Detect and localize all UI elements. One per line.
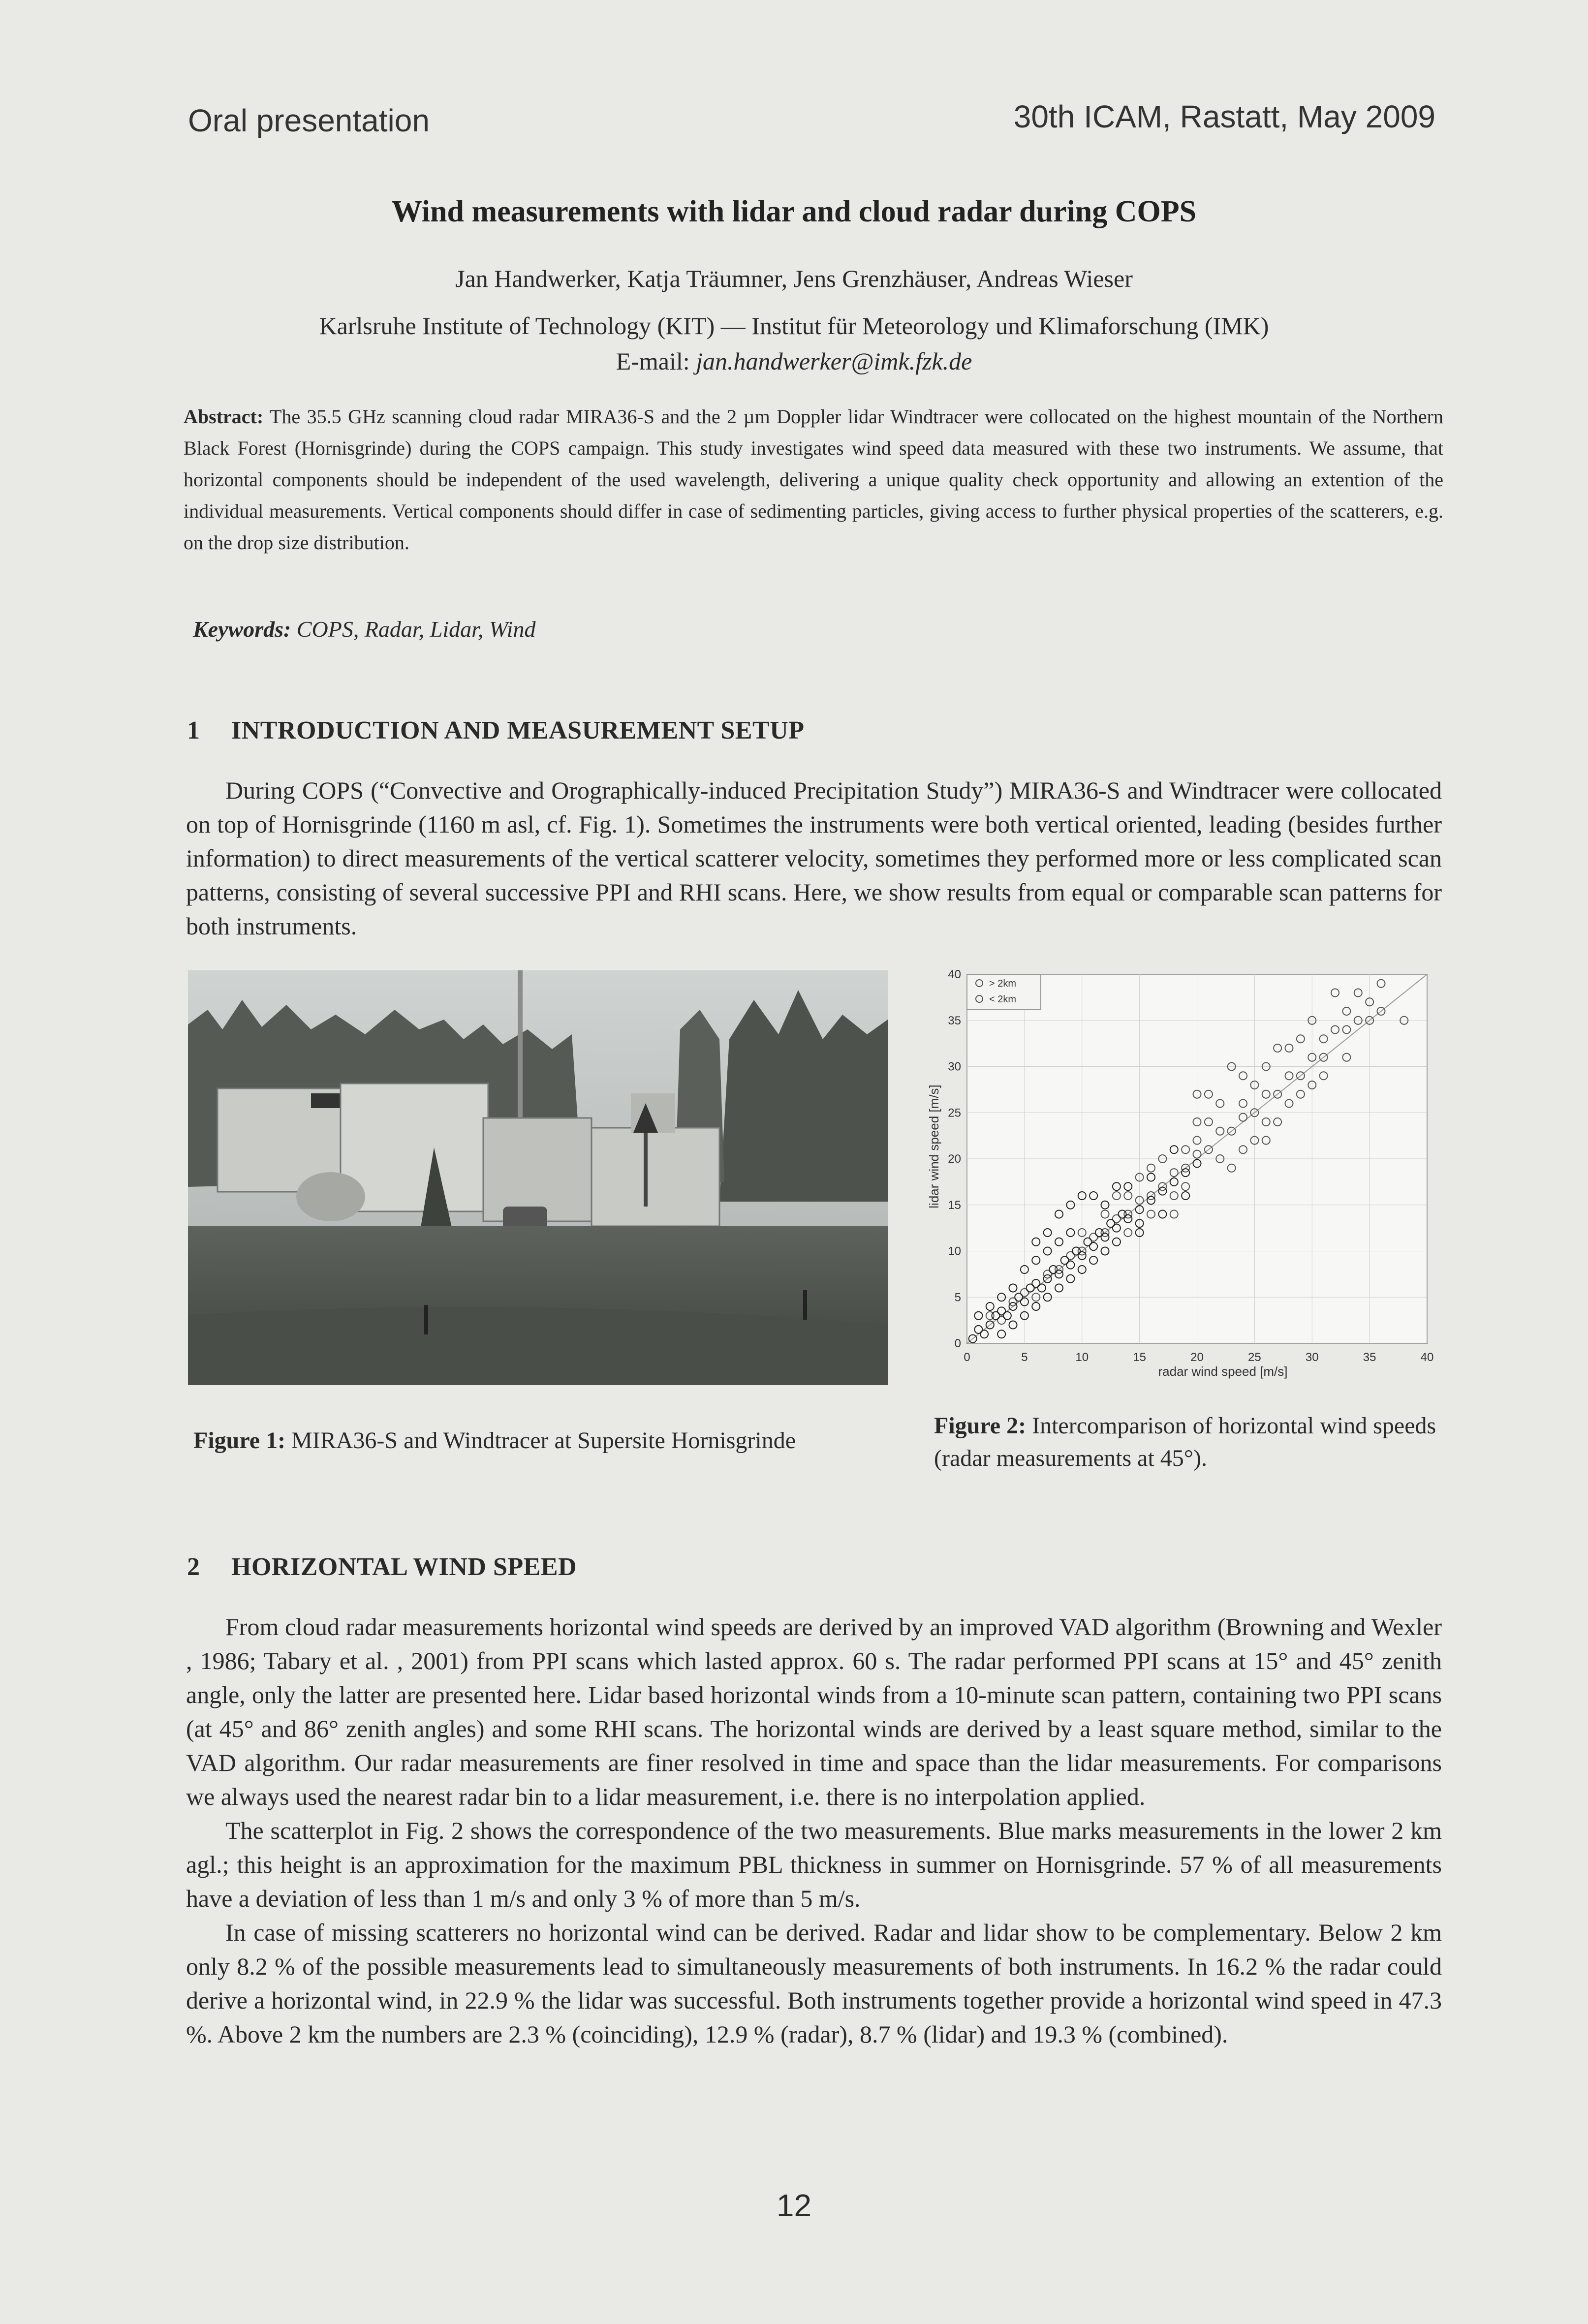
figure-1-text: MIRA36-S and Windtracer at Supersite Hornisgrinde [291,1427,796,1454]
y-tick-label: 25 [948,1106,961,1120]
x-tick-label: 0 [964,1351,970,1364]
x-tick-label: 5 [1021,1351,1028,1364]
x-tick-label: 35 [1363,1351,1376,1364]
figure-2-label: Figure 2: [934,1413,1027,1439]
email[interactable]: jan.handwerker@imk.fzk.de [696,347,972,375]
figure-2-caption [934,1410,1446,1475]
y-tick-label: 35 [948,1014,961,1027]
email-label: E-mail: [616,347,690,375]
page-number: 12 [776,2188,812,2223]
section-1-title: INTRODUCTION AND MEASUREMENT SETUP [231,716,805,744]
y-tick-label: 10 [948,1244,961,1258]
abstract-text: The 35.5 GHz scanning cloud radar MIRA36-S and the 2 µm Doppler lidar Windtracer were collocated on the highest mountain of the Northern Black Forest (Hornisgrinde) during the COPS campaign. This study investigates wind speed data measured with these two instruments. We assume, that horizontal components should be independent of the used wavelength, delivering a unique quality check opportunity and allowing an extention of the individual measurements. Vertical components should differ in case of sedimenting particles, giving access to further physical properties of the scatterers, e.g. on the drop size distribution. [184,405,1444,554]
figure-2-chart [928,964,1439,1397]
x-tick-label: 10 [1075,1351,1089,1364]
keywords-label: Keywords: [193,617,291,642]
y-tick-label: 0 [954,1337,961,1350]
section-2-heading [187,1552,577,1581]
x-tick-label: 15 [1133,1351,1146,1364]
paragraph: During COPS (“Convective and Orographically-induced Precipitation Study”) MIRA36-S and Windtracer were collocated on top of Hornisgrinde (1160 m asl, cf. Fig. 1). Sometimes the instruments were both vertical oriented, leading (besides further information) to direct measurements of the vertical scatterer velocity, sometimes they performed more or less complicated scan patterns, consisting of several successive PPI and RHI scans. Here, we show results from equal or comparable scan patterns for both instruments. [186,776,1442,940]
paragraph: From cloud radar measurements horizontal wind speeds are derived by an improved VAD algorithm (Browning and Wexler , 1986; Tabary et al. , 2001) from PPI scans which lasted approx. 60 s. The radar performed PPI scans at 15° and 45° zenith angle, only the latter are presented here. Lidar based horizontal winds from a 10-minute scan pattern, containing two PPI scans (at 45° and 86° zenith angles) and some RHI scans. The horizontal winds are derived by a least square method, similar to the VAD algorithm. Our radar measurements are finer resolved in time and space than the lidar measurements. For comparisons we always used the nearest radar bin to a lidar measurement, i.e. there is no interpolation applied. [186,1613,1442,1810]
x-tick-label: 30 [1305,1351,1319,1364]
paper-title: Wind measurements with lidar and cloud radar during COPS [391,195,1197,228]
y-tick-label: 15 [948,1198,961,1212]
abstract-label: Abstract: [184,405,264,428]
authors: Jan Handwerker, Katja Träumner, Jens Grenzhäuser, Andreas Wieser [455,265,1133,292]
paragraph: The scatterplot in Fig. 2 shows the correspondence of the two measurements. Blue marks measurements in the lower 2 km agl.; this height is an approximation for the maximum PBL thickness in summer on Hornisgrinde. 57 % of all measurements have a deviation of less than 1 m/s and only 3 % of more than 5 m/s. [186,1817,1442,1912]
x-axis-label: radar wind speed [m/s] [1158,1364,1288,1379]
y-axis-label: lidar wind speed [m/s] [928,1085,941,1208]
y-tick-label: 30 [948,1060,961,1074]
scatter-plot [928,964,1439,1397]
y-tick-label: 40 [948,968,961,981]
affiliation: Karlsruhe Institute of Technology (KIT) — Institut für Meteorology und Klimaforschung (IMK) [319,312,1269,340]
x-tick-label: 25 [1248,1351,1261,1364]
section-2-number: 2 [187,1553,200,1581]
abstract [184,401,1443,558]
y-tick-label: 20 [948,1152,961,1166]
figure-1-caption [193,1425,902,1457]
figure-2-text: Intercomparison of horizontal wind speeds (radar measurements at 45°). [934,1413,1436,1471]
header-right: 30th ICAM, Rastatt, May 2009 [1013,99,1435,134]
x-tick-label: 40 [1420,1351,1434,1364]
header-left: Oral presentation [188,103,430,138]
section-1-heading [187,716,805,745]
figure-1-label: Figure 1: [193,1427,286,1454]
section-1-body [186,774,1442,943]
keywords-text: COPS, Radar, Lidar, Wind [296,617,536,642]
section-2-body [186,1610,1442,2051]
figure-1-photo [188,970,888,1385]
y-tick-label: 5 [954,1291,961,1304]
legend-label-over-2km: > 2km [989,978,1017,989]
legend-label-under-2km: < 2km [989,994,1017,1005]
section-2-title: HORIZONTAL WIND SPEED [231,1553,577,1581]
section-1-number: 1 [187,716,200,744]
paragraph: In case of missing scatterers no horizontal wind can be derived. Radar and lidar show to be complementary. Below 2 km only 8.2 % of the possible measurements lead to simultaneously measurements of both instruments. In 16.2 % the radar could derive a horizontal wind, in 22.9 % the lidar was successful. Both instruments together provide a horizontal wind speed in 47.3 %. Above 2 km the numbers are 2.3 % (coinciding), 12.9 % (radar), 8.7 % (lidar) and 19.3 % (combined). [186,1919,1442,2048]
keywords [193,616,535,642]
email-line [0,347,1588,375]
x-tick-label: 20 [1190,1351,1204,1364]
